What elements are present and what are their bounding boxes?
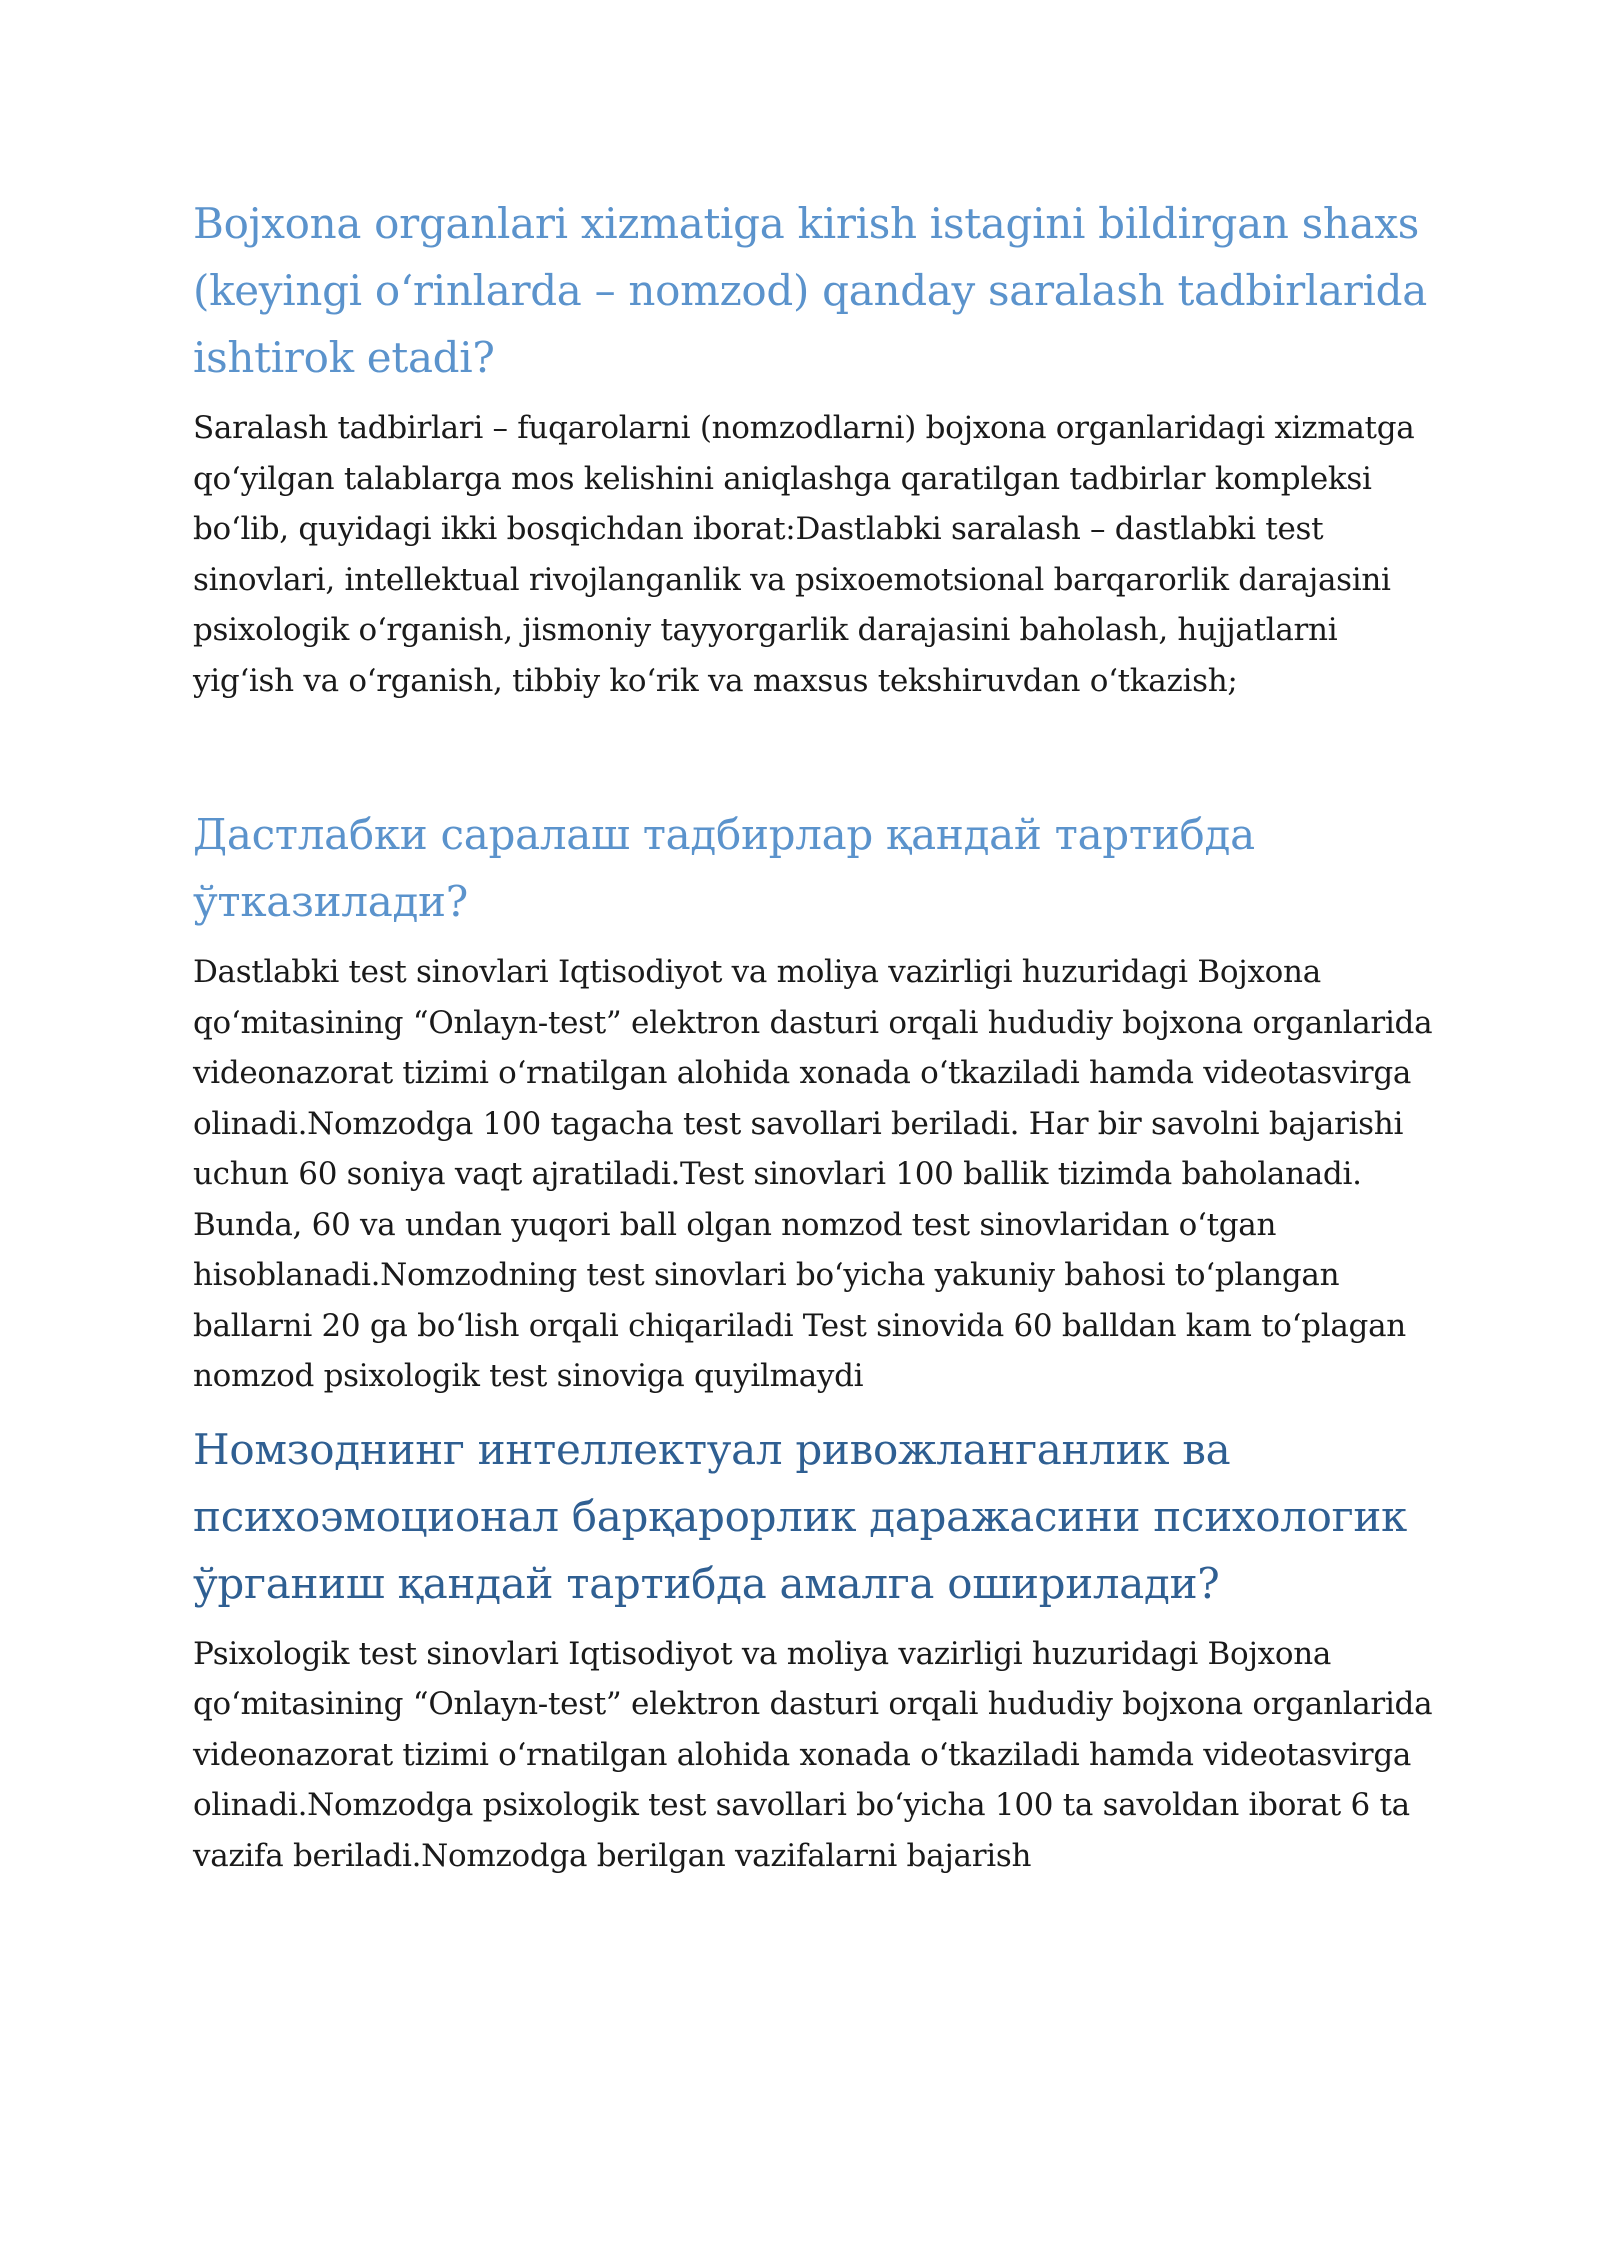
section-selection-events <box>193 190 1433 706</box>
section-heading: Номзоднинг интеллектуал ривожланганлик ва психоэмоционал барқарорлик даражасини психологик ўрганиш қандай тартибда амалга оширилади? <box>193 1424 1407 1608</box>
section-paragraph: Dastlabki test sinovlari Iqtisodiyot va moliya vazirligi huzuridagi Bojxona qo‘mitasining “Onlayn-test” elektron dasturi orqali hududiy bojxona organlarida videonazorat tizimi o‘rnatilgan alohida xonada o‘tkaziladi hamda videotasvirga olinadi.Nomzodga 100 tagacha test savollari beriladi. Har bir savolni bajarishi uchun 60 soniya vaqt ajratiladi.Test sinovlari 100 ballik tizimda baholanadi. Bunda, 60 va undan yuqori ball olgan nomzod test sinovlaridan o‘tgan hisoblanadi.Nomzodning test sinovlari bo‘yicha yakuniy bahosi to‘plangan ballarni 20 ga bo‘lish orqali chiqariladi Test sinovida 60 balldan kam to‘plagan nomzod psixologik test sinoviga quyilmaydi <box>193 954 1433 1394</box>
section-heading: Bojxona organlari xizmatiga kirish istagini bildirgan shaxs (keyingi o‘rinlarda – nomzod) qanday saralash tadbirlarida ishtirok etadi? <box>193 199 1427 382</box>
section-paragraph: Saralash tadbirlari – fuqarolarni (nomzodlarni) bojxona organlaridagi xizmatga qo‘yilgan talablarga mos kelishini aniqlashga qaratilgan tadbirlar kompleksi bo‘lib, quyidagi ikki bosqichdan iborat:Dastlabki saralash – dastlabki test sinovlari, intellektual rivojlanganlik va psixoemotsional barqarorlik darajasini psixologik o‘rganish, jismoniy tayyorgarlik darajasini baholash, hujjatlarni yig‘ish va o‘rganish, tibbiy ko‘rik va maxsus tekshiruvdan o‘tkazish; <box>193 410 1415 699</box>
section-paragraph: Psixologik test sinovlari Iqtisodiyot va moliya vazirligi huzuridagi Bojxona qo‘mitasining “Onlayn-test” elektron dasturi orqali hududiy bojxona organlarida videonazorat tizimi o‘rnatilgan alohida xonada o‘tkaziladi hamda videotasvirga olinadi.Nomzodga psixologik test savollari bo‘yicha 100 ta savoldan iborat 6 ta vazifa beriladi.Nomzodga berilgan vazifalarni bajarish <box>193 1635 1433 1874</box>
section-preliminary-selection <box>193 801 1433 1402</box>
section-heading: Дастлабки саралаш тадбирлар қандай тартибда ўтказилади? <box>193 810 1255 926</box>
document-content <box>193 190 1433 1881</box>
section-psychological-study <box>193 1416 1433 1882</box>
